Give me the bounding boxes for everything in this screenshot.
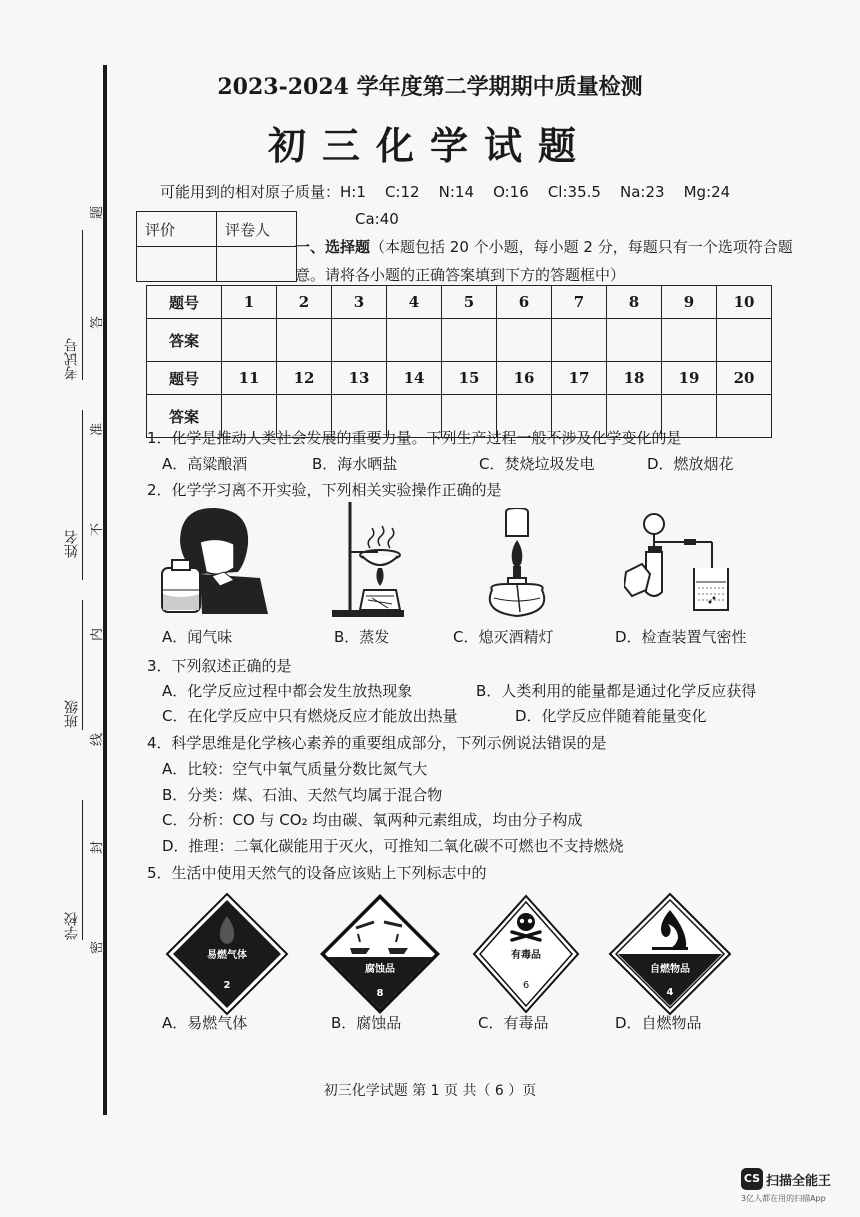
exam-no-label: 考试号 [64, 338, 80, 380]
seal-char: 内 [90, 627, 106, 642]
q2-option-c: C．熄灭酒精灯 [453, 628, 554, 646]
grader-label: 评卷人 [217, 212, 297, 247]
question-number: 7 [552, 286, 607, 319]
answer-cell[interactable] [222, 319, 277, 362]
answer-grid [146, 285, 772, 438]
class-underline [82, 600, 83, 730]
q1-option-d: D．燃放烟花 [647, 455, 734, 473]
name-underline [82, 410, 83, 580]
seal-char: 题 [90, 205, 106, 220]
section-heading [295, 233, 805, 289]
q1-stem: 1．化学是推动人类社会发展的重要力量。下列生产过程一般不涉及化学变化的是 [147, 429, 682, 447]
answer-cell[interactable] [662, 319, 717, 362]
subject-title: 初三化学试题 [267, 124, 592, 168]
question-number: 3 [332, 286, 387, 319]
class-label: 班级 [64, 700, 80, 728]
answer-cell[interactable] [387, 319, 442, 362]
atomic-masses-cont: Ca:40 [355, 210, 399, 228]
school-label: 学校 [64, 912, 80, 940]
smell-test-image [160, 502, 272, 614]
row-label-answer: 答案 [147, 395, 222, 438]
q3-stem: 3．下列叙述正确的是 [147, 657, 292, 675]
q4-option-d: D．推理：二氧化碳能用于灭火，可推知二氧化碳不可燃也不支持燃烧 [162, 837, 624, 855]
q5-option-d: D．自燃物品 [615, 1014, 702, 1032]
name-label: 姓名 [64, 530, 80, 558]
q1-option-c: C．焚烧垃圾发电 [479, 455, 595, 473]
question-number: 15 [442, 362, 497, 395]
seal-char: 线 [90, 732, 106, 747]
question-number: 16 [497, 362, 552, 395]
section-desc: （本题包括 20 个小题，每小题 2 分，每题只有一个选项符合题意。请将各小题的正确答案填到下方的答题框中） [295, 238, 793, 284]
answer-cell[interactable] [497, 319, 552, 362]
q2-option-b: B．蒸发 [334, 628, 390, 646]
q3-option-a: A．化学反应过程中都会发生放热现象 [162, 682, 413, 700]
row-label-number: 题号 [147, 286, 222, 319]
page-footer: 初三化学试题 第 1 页 共（ 6 ）页 [323, 1083, 537, 1099]
sign-label: 腐蚀品 [365, 964, 395, 975]
grader-box [136, 211, 297, 282]
sign-label: 自燃物品 [650, 964, 690, 975]
grader-cell[interactable] [217, 247, 297, 282]
question-number: 20 [717, 362, 772, 395]
flammable-gas-sign [165, 892, 289, 1016]
score-label: 评价 [137, 212, 217, 247]
scanner-logo-icon: CS [741, 1168, 763, 1190]
q3-option-b: B．人类利用的能量都是通过化学反应获得 [476, 682, 757, 700]
answer-cell[interactable] [607, 319, 662, 362]
q4-stem: 4．科学思维是化学核心素养的重要组成部分，下列示例说法错误的是 [147, 734, 607, 752]
q2-stem: 2．化学学习离不开实验，下列相关实验操作正确的是 [147, 481, 502, 499]
answer-cell[interactable] [442, 319, 497, 362]
q2-option-a: A．闻气味 [162, 628, 233, 646]
q3-option-d: D．化学反应伴随着能量变化 [515, 707, 707, 725]
seal-char: 密 [90, 940, 106, 955]
section-title: 一、选择题 [295, 238, 371, 256]
q5-stem: 5．生活中使用天然气的设备应该贴上下列标志中的 [147, 864, 487, 882]
q4-option-a: A．比较：空气中氧气质量分数比氮气大 [162, 760, 428, 778]
q2-option-d: D．检查装置气密性 [615, 628, 747, 646]
row-label-answer: 答案 [147, 319, 222, 362]
question-number: 10 [717, 286, 772, 319]
q5-option-c: C．有毒品 [478, 1014, 549, 1032]
question-number: 6 [497, 286, 552, 319]
exam-title: 2023-2024 学年度第二学期期中质量检测 [217, 74, 643, 100]
answer-cell[interactable] [717, 395, 772, 438]
row-label-number: 题号 [147, 362, 222, 395]
answer-cell[interactable] [552, 319, 607, 362]
question-number: 19 [662, 362, 717, 395]
spontaneous-combustion-sign [608, 892, 732, 1016]
q5-option-b: B．腐蚀品 [331, 1014, 402, 1032]
q1-option-b: B．海水晒盐 [312, 455, 398, 473]
question-number: 18 [607, 362, 662, 395]
q3-option-c: C．在化学反应中只有燃烧反应才能放出热量 [162, 707, 458, 725]
question-number: 2 [277, 286, 332, 319]
answer-cell[interactable] [717, 319, 772, 362]
q1-option-a: A．高粱酿酒 [162, 455, 248, 473]
answer-cell[interactable] [332, 319, 387, 362]
scanner-app-name: 扫描全能王 [766, 1173, 832, 1189]
score-cell[interactable] [137, 247, 217, 282]
sign-number: 8 [376, 988, 384, 999]
question-number: 8 [607, 286, 662, 319]
toxic-sign [470, 892, 582, 1016]
school-underline [82, 800, 83, 940]
sign-number: 2 [223, 980, 231, 991]
sign-number: 4 [666, 987, 674, 998]
question-number: 11 [222, 362, 277, 395]
seal-char: 答 [90, 315, 106, 330]
scanner-watermark [741, 1168, 851, 1204]
seal-char: 不 [90, 522, 106, 537]
seal-char: 准 [90, 422, 106, 437]
q4-option-c: C．分析：CO 与 CO₂ 均由碳、氧两种元素组成，均由分子构成 [162, 811, 583, 829]
seal-char: 封 [90, 840, 106, 855]
sign-label: 易燃气体 [207, 950, 247, 961]
sign-label: 有毒品 [511, 950, 541, 961]
question-number: 9 [662, 286, 717, 319]
exam-no-underline [82, 230, 83, 380]
question-number: 13 [332, 362, 387, 395]
answer-cell[interactable] [277, 319, 332, 362]
scanner-tagline: 3亿人都在用的扫描App [741, 1194, 826, 1203]
question-number: 14 [387, 362, 442, 395]
evaporation-image [328, 500, 420, 618]
question-number: 12 [277, 362, 332, 395]
binding-line [103, 65, 107, 1115]
question-number: 4 [387, 286, 442, 319]
sign-number: 6 [522, 980, 530, 991]
atomic-masses: 可能用到的相对原子质量：H:1 C:12 N:14 O:16 Cl:35.5 Na:23 Mg:24 [160, 183, 731, 201]
question-number: 17 [552, 362, 607, 395]
corrosive-sign [318, 892, 442, 1016]
airtightness-test-image [624, 512, 734, 614]
q4-option-b: B．分类：煤、石油、天然气均属于混合物 [162, 786, 443, 804]
question-number: 5 [442, 286, 497, 319]
q5-option-a: A．易燃气体 [162, 1014, 248, 1032]
question-number: 1 [222, 286, 277, 319]
extinguish-lamp-image [482, 508, 552, 620]
